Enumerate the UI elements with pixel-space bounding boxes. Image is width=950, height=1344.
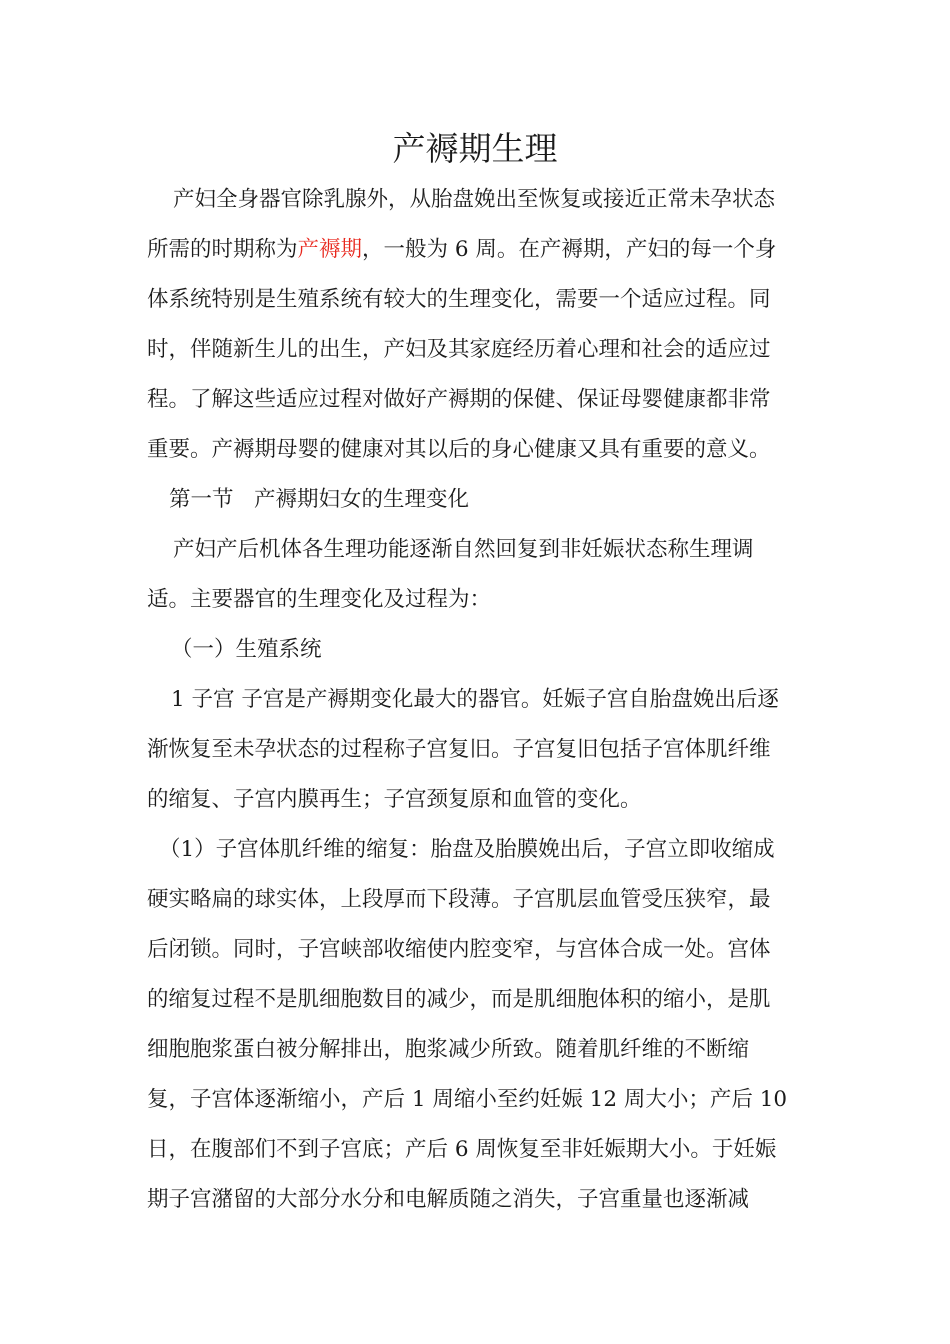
paragraph-4-line-5: 细胞胞浆蛋白被分解排出，胞浆减少所致。随着肌纤维的不断缩 xyxy=(147,1037,750,1062)
text-segment: 所需的时期称为 xyxy=(147,237,298,262)
paragraph-1-line-3: 体系统特别是生殖系统有较大的生理变化，需要一个适应过程。同 xyxy=(147,287,771,312)
paragraph-1-line-5: 程。了解这些适应过程对做好产褥期的保健、保证母婴健康都非常 xyxy=(147,387,771,412)
section-heading: 第一节 产褥期妇女的生理变化 xyxy=(169,487,470,512)
document-title: 产褥期生理 xyxy=(392,129,558,168)
paragraph-4-line-6: 复，子宫体逐渐缩小，产后 1 周缩小至约妊娠 12 周大小；产后 10 xyxy=(147,1087,788,1112)
paragraph-1-line-6: 重要。产褥期母婴的健康对其以后的身心健康又具有重要的意义。 xyxy=(147,437,771,462)
term-highlight: 产褥期 xyxy=(297,237,363,262)
paragraph-4-line-8: 期子宫潴留的大部分水分和电解质随之消失，子宫重量也逐渐减 xyxy=(147,1187,750,1212)
paragraph-4-line-4: 的缩复过程不是肌细胞数目的减少，而是肌细胞体积的缩小，是肌 xyxy=(147,987,771,1012)
paragraph-2-line-2: 适。主要器官的生理变化及过程为： xyxy=(147,587,492,612)
paragraph-1-line-4: 时，伴随新生儿的出生，产妇及其家庭经历着心理和社会的适应过 xyxy=(147,337,771,362)
paragraph-3-line-2: 渐恢复至未孕状态的过程称子宫复旧。子宫复旧包括子宫体肌纤维 xyxy=(147,737,771,762)
paragraph-3-line-3: 的缩复、子宫内膜再生；子宫颈复原和血管的变化。 xyxy=(147,787,642,812)
paragraph-4-line-3: 后闭锁。同时，子宫峡部收缩使内腔变窄，与宫体合成一处。宫体 xyxy=(147,937,771,962)
paragraph-1-line-1: 产妇全身器官除乳腺外，从胎盘娩出至恢复或接近正常未孕状态 xyxy=(173,187,776,212)
paragraph-2-line-1: 产妇产后机体各生理功能逐渐自然回复到非妊娠状态称生理调 xyxy=(173,537,754,562)
paragraph-4-line-1: （1）子宫体肌纤维的缩复：胎盘及胎膜娩出后，子宫立即收缩成 xyxy=(159,837,775,862)
paragraph-4-line-2: 硬实略扁的球实体，上段厚而下段薄。子宫肌层血管受压狭窄，最 xyxy=(147,887,771,912)
subheading-reproductive-system: （一）生殖系统 xyxy=(171,637,322,662)
paragraph-3-line-1: 1 子宫 子宫是产褥期变化最大的器官。妊娠子宫自胎盘娩出后逐 xyxy=(171,687,779,712)
paragraph-4-line-7: 日，在腹部们不到子宫底；产后 6 周恢复至非妊娠期大小。于妊娠 xyxy=(147,1137,777,1162)
paragraph-1-line-2 xyxy=(147,235,827,265)
text-segment: ，一般为 6 周。在产褥期，产妇的每一个身 xyxy=(362,237,777,262)
